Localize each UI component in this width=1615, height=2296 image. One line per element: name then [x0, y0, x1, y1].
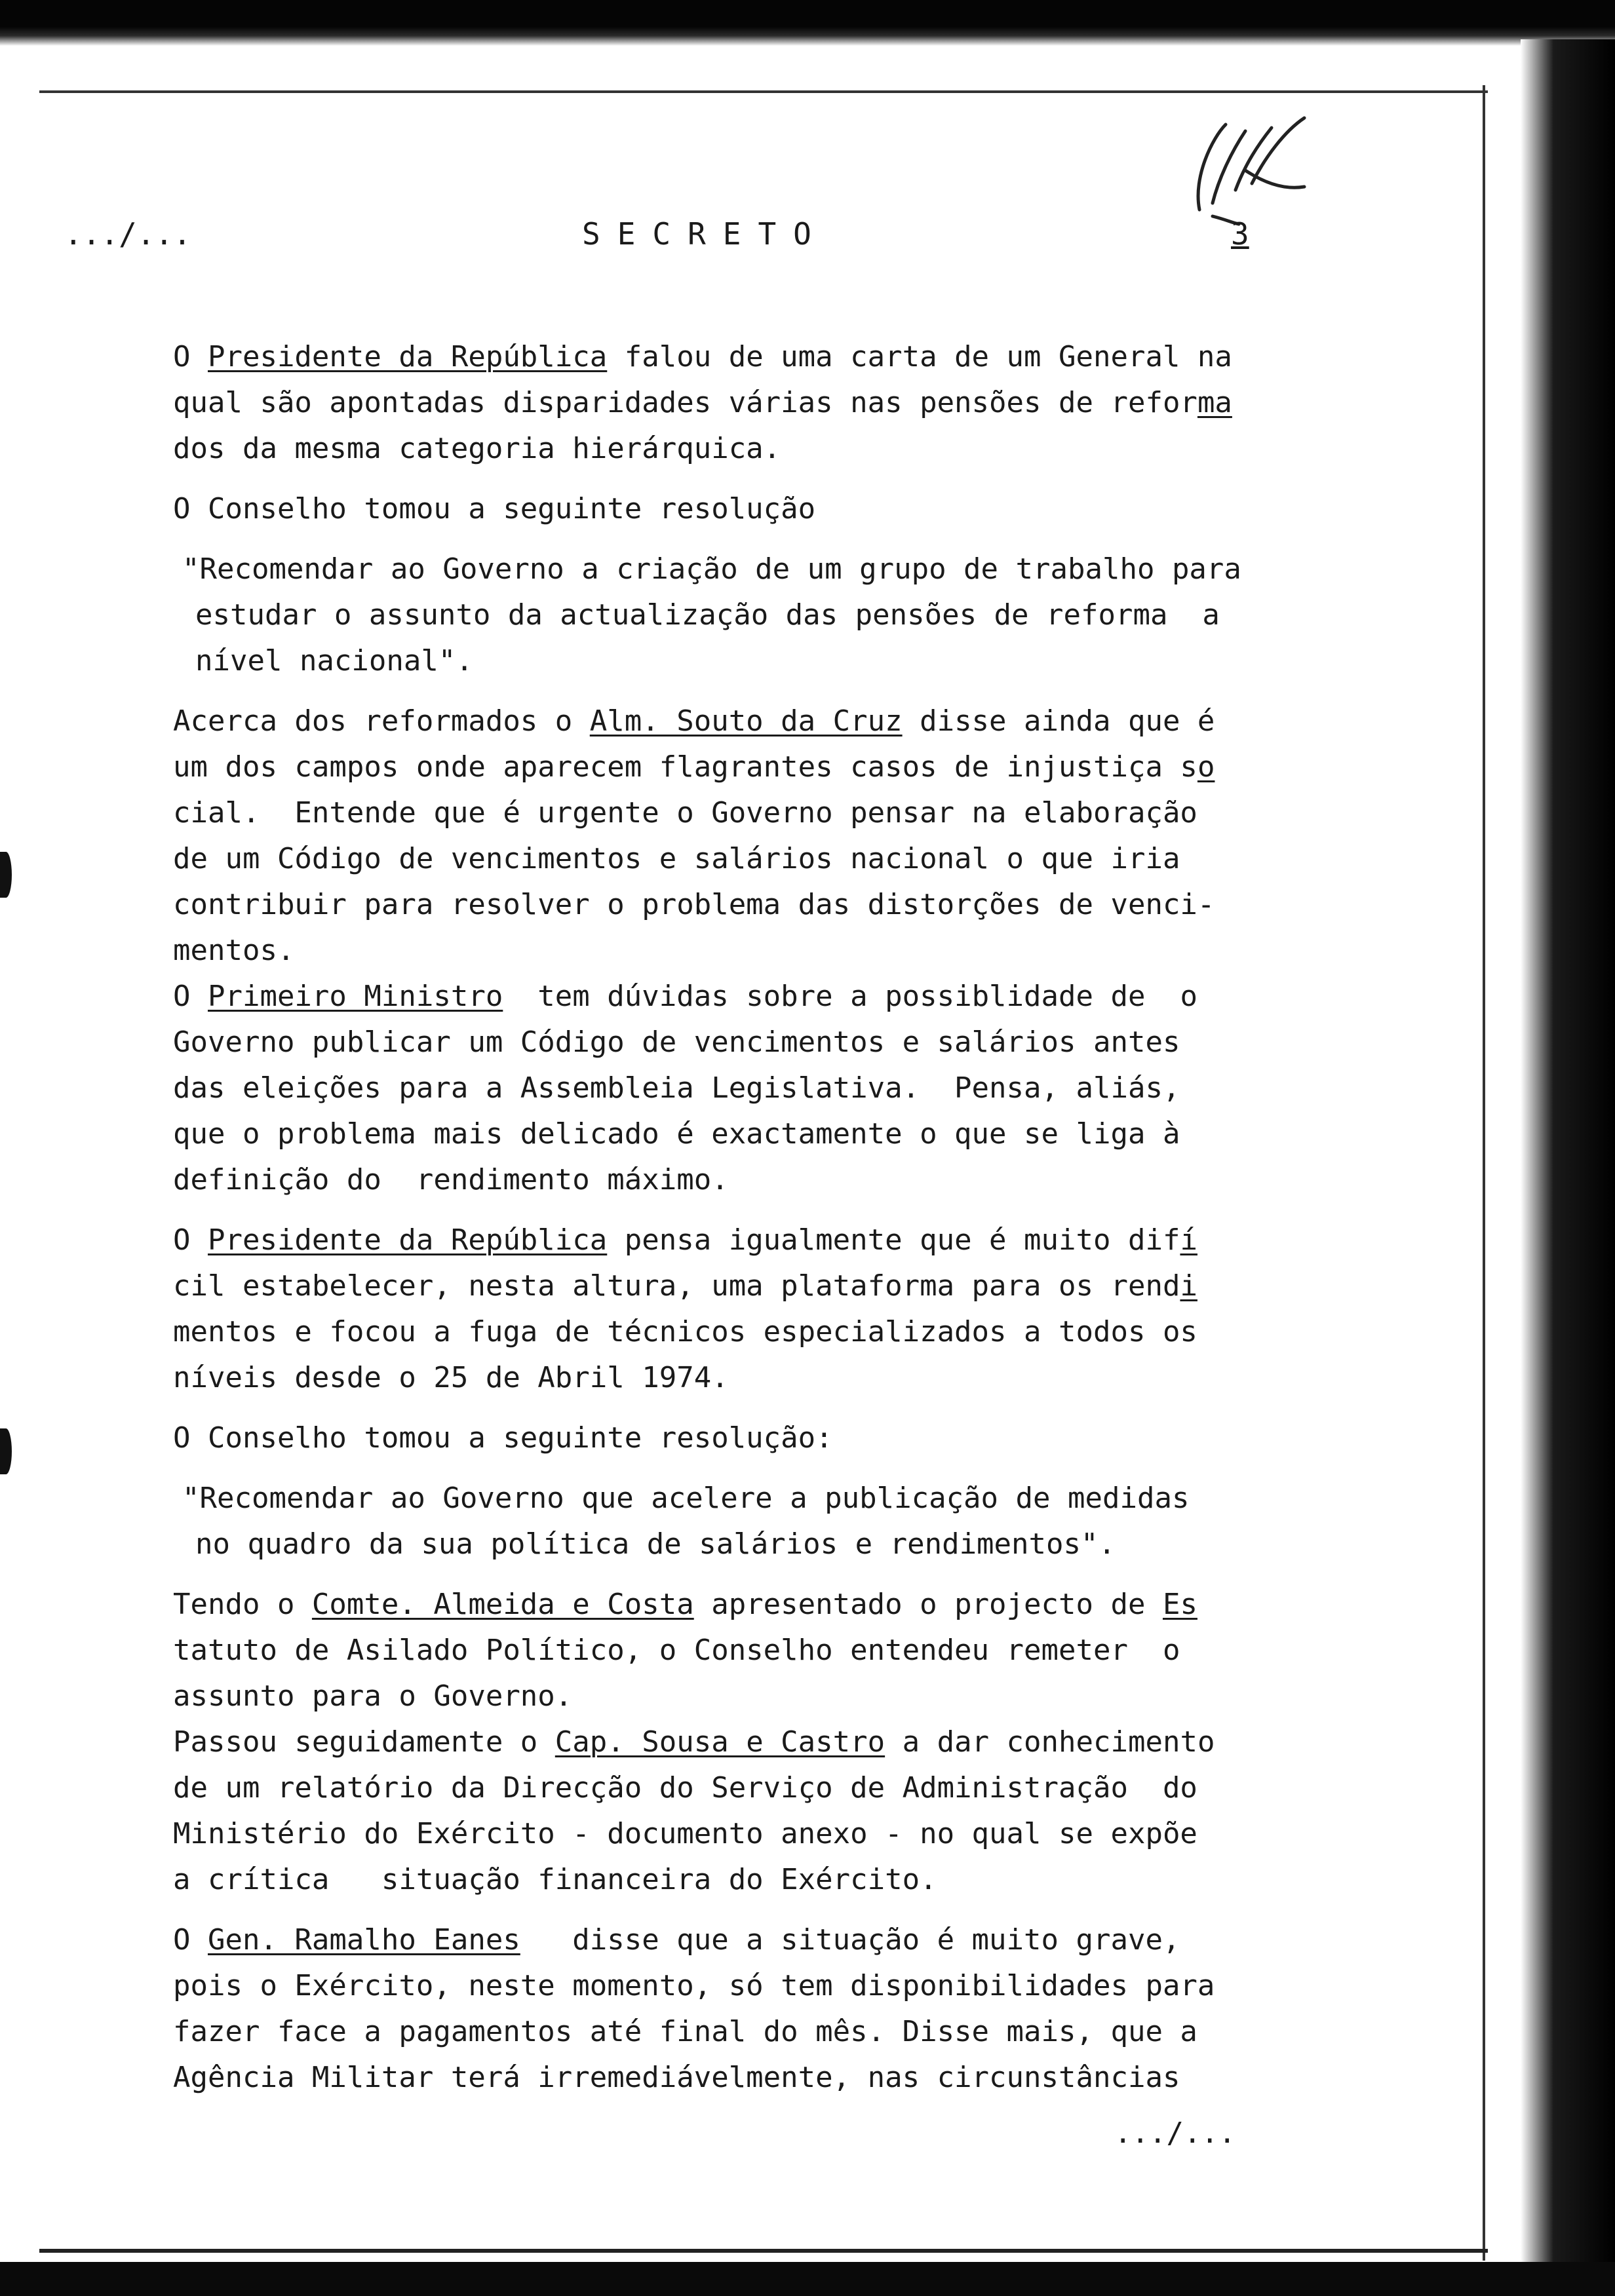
- underlined-name: í: [1180, 1223, 1197, 1257]
- text-segment: pois o Exército, neste momento, só tem disponibilidades para: [173, 1969, 1215, 2002]
- text-segment: cial. Entende que é urgente o Governo pensar na elaboração: [173, 796, 1197, 830]
- text-line: [173, 1415, 1287, 1461]
- text-segment: dos da mesma categoria hierárquica.: [173, 432, 781, 465]
- text-line: [173, 2009, 1287, 2055]
- text-line: [173, 836, 1287, 882]
- text-line: [173, 1765, 1287, 1811]
- text-segment: Passou seguidamente o: [173, 1725, 555, 1759]
- underlined-name: i: [1180, 1269, 1197, 1303]
- text-segment: O Conselho tomou a seguinte resolução: [173, 492, 816, 526]
- text-segment: Tendo o: [173, 1588, 312, 1621]
- paragraph: [173, 1582, 1287, 1719]
- underlined-name: Primeiro Ministro: [207, 980, 503, 1013]
- page-header: [64, 216, 1277, 262]
- paragraph: [173, 1415, 1287, 1461]
- text-line: [182, 546, 1287, 592]
- text-line: [182, 1521, 1287, 1567]
- text-line: [173, 790, 1287, 836]
- text-segment: de um Código de vencimentos e salários nacional o que iria: [173, 842, 1180, 875]
- text-line: [173, 2055, 1287, 2101]
- text-segment: disse ainda que é: [902, 704, 1215, 738]
- text-segment: O: [173, 340, 208, 373]
- text-line: [173, 1020, 1287, 1065]
- paragraph: [173, 698, 1287, 974]
- underlined-name: o: [1197, 750, 1215, 784]
- text-segment: contribuir para resolver o problema das distorções de venci-: [173, 888, 1215, 921]
- text-segment: níveis desde o 25 de Abril 1974.: [173, 1361, 729, 1394]
- text-line: [173, 1157, 1287, 1203]
- text-line: [182, 638, 1287, 684]
- text-line: [173, 1857, 1287, 1903]
- scan-right-edge: [1521, 39, 1615, 2293]
- text-segment: O: [173, 1923, 208, 1957]
- text-segment: Governo publicar um Código de vencimentos e salários antes: [173, 1025, 1180, 1059]
- text-segment: "Recomendar ao Governo que acelere a publicação de medidas: [182, 1482, 1190, 1515]
- text-segment: a dar conhecimento: [885, 1725, 1215, 1759]
- resolution-quote: [173, 1476, 1287, 1567]
- text-segment: Agência Militar terá irremediávelmente, nas circunstâncias: [173, 2061, 1180, 2094]
- underlined-name: Cap. Sousa e Castro: [555, 1725, 885, 1759]
- underlined-name: Presidente da República: [207, 340, 608, 373]
- frame-bottom-rule: [39, 2249, 1488, 2253]
- continuation-marker: .../...: [64, 216, 191, 252]
- underlined-name: Comte. Almeida e Costa: [311, 1588, 694, 1621]
- scan-top-edge: [0, 0, 1615, 46]
- text-line: [173, 1309, 1287, 1355]
- classification-label: SECRETO: [582, 216, 828, 252]
- text-segment: falou de uma carta de um General na: [607, 340, 1232, 373]
- text-line: [173, 1719, 1287, 1765]
- text-line: [182, 1476, 1287, 1521]
- text-line: [173, 1811, 1287, 1857]
- text-segment: nível nacional".: [195, 644, 473, 678]
- text-segment: O: [173, 1223, 208, 1257]
- frame-right-rule: [1483, 85, 1485, 2261]
- text-segment: Ministério do Exército - documento anexo - no qual se expõe: [173, 1817, 1197, 1850]
- text-line: [173, 1963, 1287, 2009]
- text-segment: qual são apontadas disparidades várias nas pensões de refor: [173, 386, 1197, 419]
- text-line: [173, 1628, 1287, 1674]
- text-segment: de um relatório da Direcção do Serviço de Administração do: [173, 1771, 1197, 1805]
- text-line: [173, 698, 1287, 744]
- text-line: [173, 426, 1287, 472]
- text-line: [173, 1917, 1287, 1963]
- text-line: [173, 1111, 1287, 1157]
- underlined-name: ma: [1197, 386, 1232, 419]
- text-segment: um dos campos onde aparecem flagrantes casos de injustiça s: [173, 750, 1197, 784]
- paragraph: [173, 486, 1287, 532]
- page-number: 3: [1231, 216, 1249, 252]
- text-line: [173, 334, 1287, 380]
- underlined-name: Presidente da República: [207, 1223, 608, 1257]
- text-segment: cil estabelecer, nesta altura, uma plataforma para os rend: [173, 1269, 1180, 1303]
- text-segment: apresentado o projecto de: [693, 1588, 1163, 1621]
- text-segment: mentos e focou a fuga de técnicos especializados a todos os: [173, 1315, 1197, 1349]
- text-line: [173, 1065, 1287, 1111]
- paragraph: [173, 1917, 1287, 2101]
- handwritten-initials-signature: [1173, 111, 1317, 229]
- text-line: [173, 882, 1287, 928]
- text-line: [173, 974, 1287, 1020]
- text-line: [173, 928, 1287, 974]
- text-segment: O Conselho tomou a seguinte resolução:: [173, 1421, 833, 1455]
- text-segment: "Recomendar ao Governo a criação de um grupo de trabalho para: [182, 552, 1241, 586]
- text-segment: fazer face a pagamentos até final do mês. Disse mais, que a: [173, 2015, 1197, 2048]
- text-segment: no quadro da sua política de salários e rendimentos".: [195, 1527, 1116, 1561]
- frame-top-rule: [39, 90, 1488, 93]
- text-segment: mentos.: [173, 934, 295, 967]
- paragraph: [173, 1719, 1287, 1903]
- text-segment: definição do rendimento máximo.: [173, 1163, 729, 1196]
- text-segment: das eleições para a Assembleia Legislativa. Pensa, aliás,: [173, 1071, 1180, 1105]
- punch-hole-mark: [0, 1428, 12, 1474]
- resolution-quote: [173, 546, 1287, 684]
- text-line: [173, 486, 1287, 532]
- text-segment: O: [173, 980, 208, 1013]
- punch-hole-mark: [0, 852, 12, 898]
- text-segment: Acerca dos reformados o: [173, 704, 590, 738]
- continuation-marker-footer: .../...: [1114, 2116, 1236, 2150]
- text-segment: tem dúvidas sobre a possiblidade de o: [503, 980, 1197, 1013]
- scan-bottom-edge: [0, 2262, 1615, 2296]
- text-segment: assunto para o Governo.: [173, 1679, 573, 1713]
- paragraph: [173, 334, 1287, 472]
- paragraph: [173, 974, 1287, 1203]
- text-line: [173, 1674, 1287, 1719]
- text-segment: a crítica situação financeira do Exército.: [173, 1863, 937, 1896]
- text-line: [173, 1582, 1287, 1628]
- underlined-name: Es: [1162, 1588, 1197, 1621]
- text-segment: pensa igualmente que é muito dif: [607, 1223, 1180, 1257]
- text-segment: tatuto de Asilado Político, o Conselho entendeu remeter o: [173, 1634, 1180, 1667]
- text-segment: disse que a situação é muito grave,: [520, 1923, 1180, 1957]
- document-body: [173, 334, 1287, 2115]
- text-line: [173, 380, 1287, 426]
- underlined-name: Gen. Ramalho Eanes: [207, 1923, 520, 1957]
- underlined-name: Alm. Souto da Cruz: [589, 704, 903, 738]
- text-line: [173, 1217, 1287, 1263]
- paragraph: [173, 1217, 1287, 1401]
- text-segment: estudar o assunto da actualização das pensões de reforma a: [195, 598, 1220, 632]
- text-line: [173, 744, 1287, 790]
- text-line: [173, 1355, 1287, 1401]
- text-line: [173, 1263, 1287, 1309]
- text-line: [182, 592, 1287, 638]
- text-segment: que o problema mais delicado é exactamente o que se liga à: [173, 1117, 1180, 1151]
